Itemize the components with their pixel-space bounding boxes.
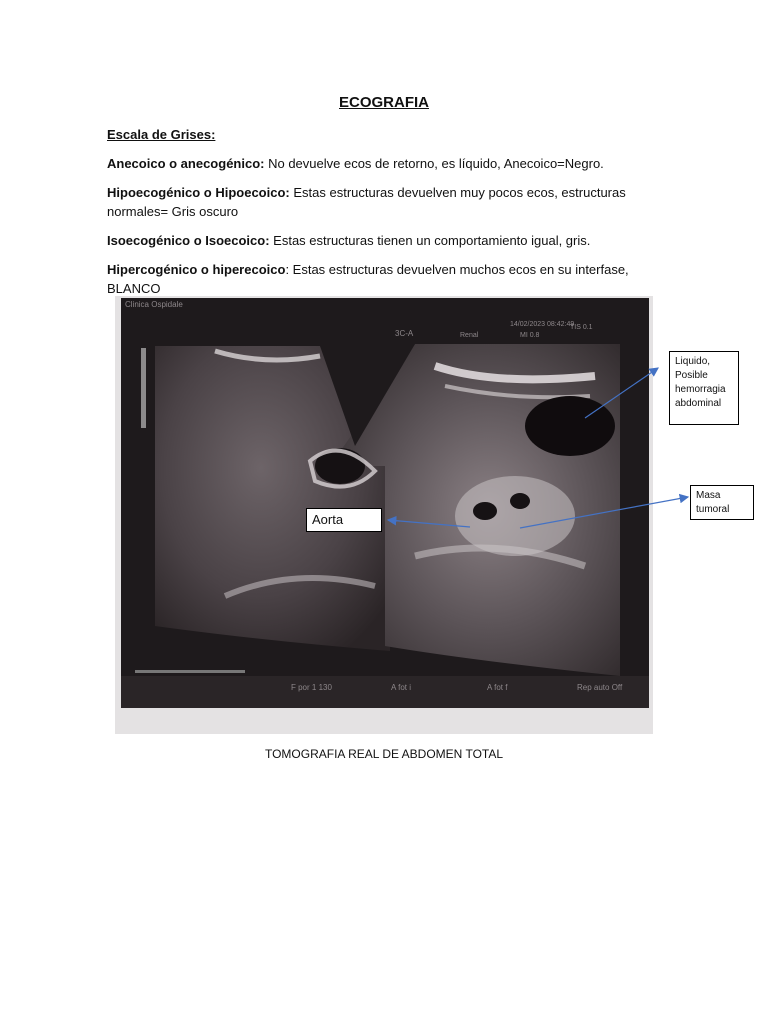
us-menu-4: Rep auto Off: [577, 683, 623, 692]
us-header-mi: MI 0.8: [520, 332, 540, 339]
us-menu-2: A fot i: [391, 683, 412, 692]
definition-hipoecoico: [107, 183, 677, 221]
us-menu-1: F por 1 130: [291, 683, 332, 692]
us-header-left: Clinica Ospidale: [125, 300, 183, 309]
definition-text: Estas estructuras tienen un comportamiento igual, gris.: [269, 233, 591, 248]
section-subtitle: Escala de Grises:: [107, 127, 216, 142]
label-masa: [690, 485, 754, 520]
ultrasound-image: [115, 296, 653, 734]
image-caption: TOMOGRAFIA REAL DE ABDOMEN TOTAL: [264, 747, 504, 761]
label-line: hemorragia: [675, 384, 726, 395]
us-header-tis: TIS 0.1: [570, 324, 593, 331]
definition-hiperecoico: [107, 260, 677, 298]
us-header-mode: 3C-A: [395, 329, 414, 338]
us-header-preset: Renal: [460, 332, 479, 339]
label-line: Posible: [675, 370, 708, 381]
ultrasound-scan: [115, 296, 653, 734]
definition-text: No devuelve ecos de retorno, es líquido, Anecoico=Negro.: [264, 156, 604, 171]
us-menu-3: A fot f: [487, 683, 508, 692]
term: Hipoecogénico o Hipoecoico:: [107, 185, 290, 200]
label-line: Liquido,: [675, 356, 711, 367]
label-aorta: Aorta: [306, 508, 382, 532]
term: Isoecogénico o Isoecoico:: [107, 233, 270, 248]
definition-isoecoico: [107, 231, 677, 250]
definition-anecoico: [107, 154, 677, 173]
definition-text: Estas estructuras devuelven muy pocos ecos, estructuras normales= Gris oscuro: [107, 185, 626, 219]
term: Anecoico o anecogénico:: [107, 156, 265, 171]
us-header-date: 14/02/2023 08:42:49: [510, 321, 575, 328]
term: Hipercogénico o hiperecoico: [107, 262, 286, 277]
label-liquido: [669, 351, 739, 425]
label-line: abdominal: [675, 398, 722, 409]
label-line: tumoral: [696, 504, 730, 515]
definition-text: : Estas estructuras devuelven muchos ecos en su interfase, BLANCO: [107, 262, 629, 296]
label-line: Masa: [696, 490, 721, 501]
page-title: ECOGRAFIA: [339, 94, 429, 111]
